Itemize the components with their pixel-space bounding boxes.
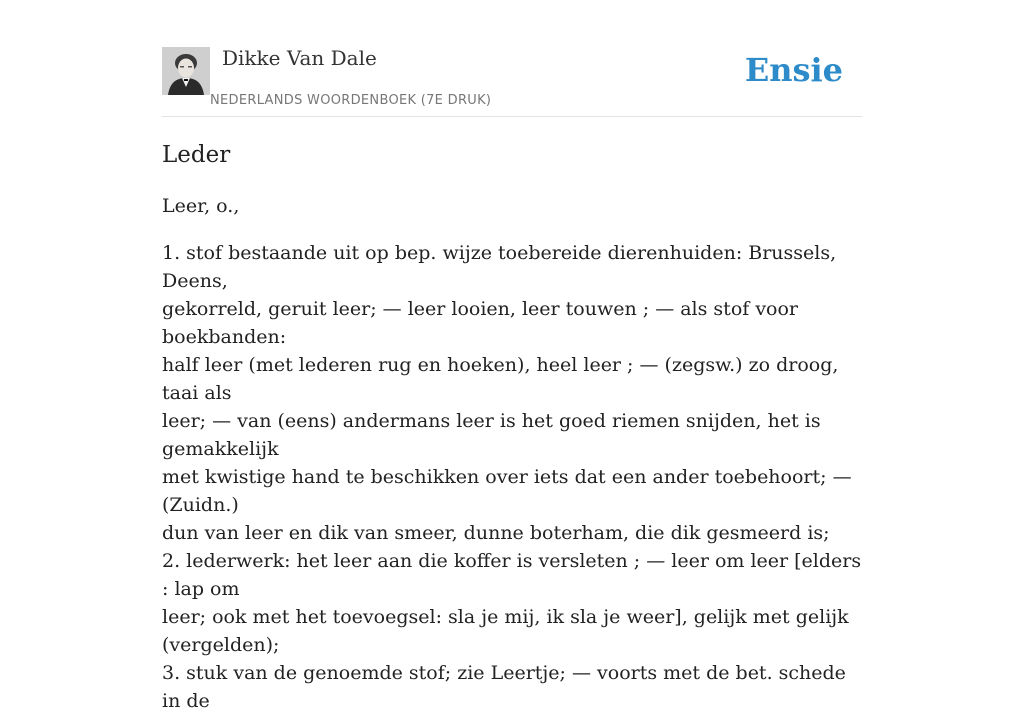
source-label[interactable]: NEDERLANDS WOORDENBOEK (7E DRUK) [210, 93, 492, 108]
author-name[interactable]: Dikke Van Dale [222, 46, 377, 70]
definition-line: leer; — van (eens) andermans leer is het goed riemen snijden, het is gemakkelijk [162, 410, 821, 460]
definition-line: (vergelden); [162, 634, 280, 656]
definition-line: 1. stof bestaande uit op bep. wijze toebereide dierenhuiden: Brussels, Deens, [162, 242, 837, 292]
definition-line: gekorreld, geruit leer; — leer looien, leer touwen ; — als stof voor boekbanden: [162, 298, 799, 348]
definition-line: dun van leer en dik van smeer, dunne boterham, die dik gesmeerd is; [162, 522, 830, 544]
definition-line: 3. stuk van de genoemde stof; zie Leertje; — voorts met de bet. schede in de [162, 662, 846, 712]
header [162, 0, 862, 117]
author-avatar[interactable] [162, 47, 210, 95]
definition-line: met kwistige hand te beschikken over iets dat een ander toebehoort; — (Zuidn.) [162, 466, 852, 516]
entry-lemma: Leer, o., [162, 195, 240, 217]
brand-logo[interactable]: Ensie [744, 51, 843, 89]
definition-line: leer; ook met het toevoegsel: sla je mij, ik sla je weer], gelijk met gelijk [162, 606, 849, 628]
entry-title: Leder [162, 142, 231, 168]
page [162, 0, 862, 712]
definition-line: half leer (met lederen rug en hoeken), heel leer ; — (zegsw.) zo droog, taai als [162, 354, 839, 404]
definition-line: 2. lederwerk: het leer aan die koffer is versleten ; — leer om leer [elders : lap om [162, 550, 862, 600]
portrait-icon [162, 47, 210, 95]
entry-definition [162, 239, 862, 715]
